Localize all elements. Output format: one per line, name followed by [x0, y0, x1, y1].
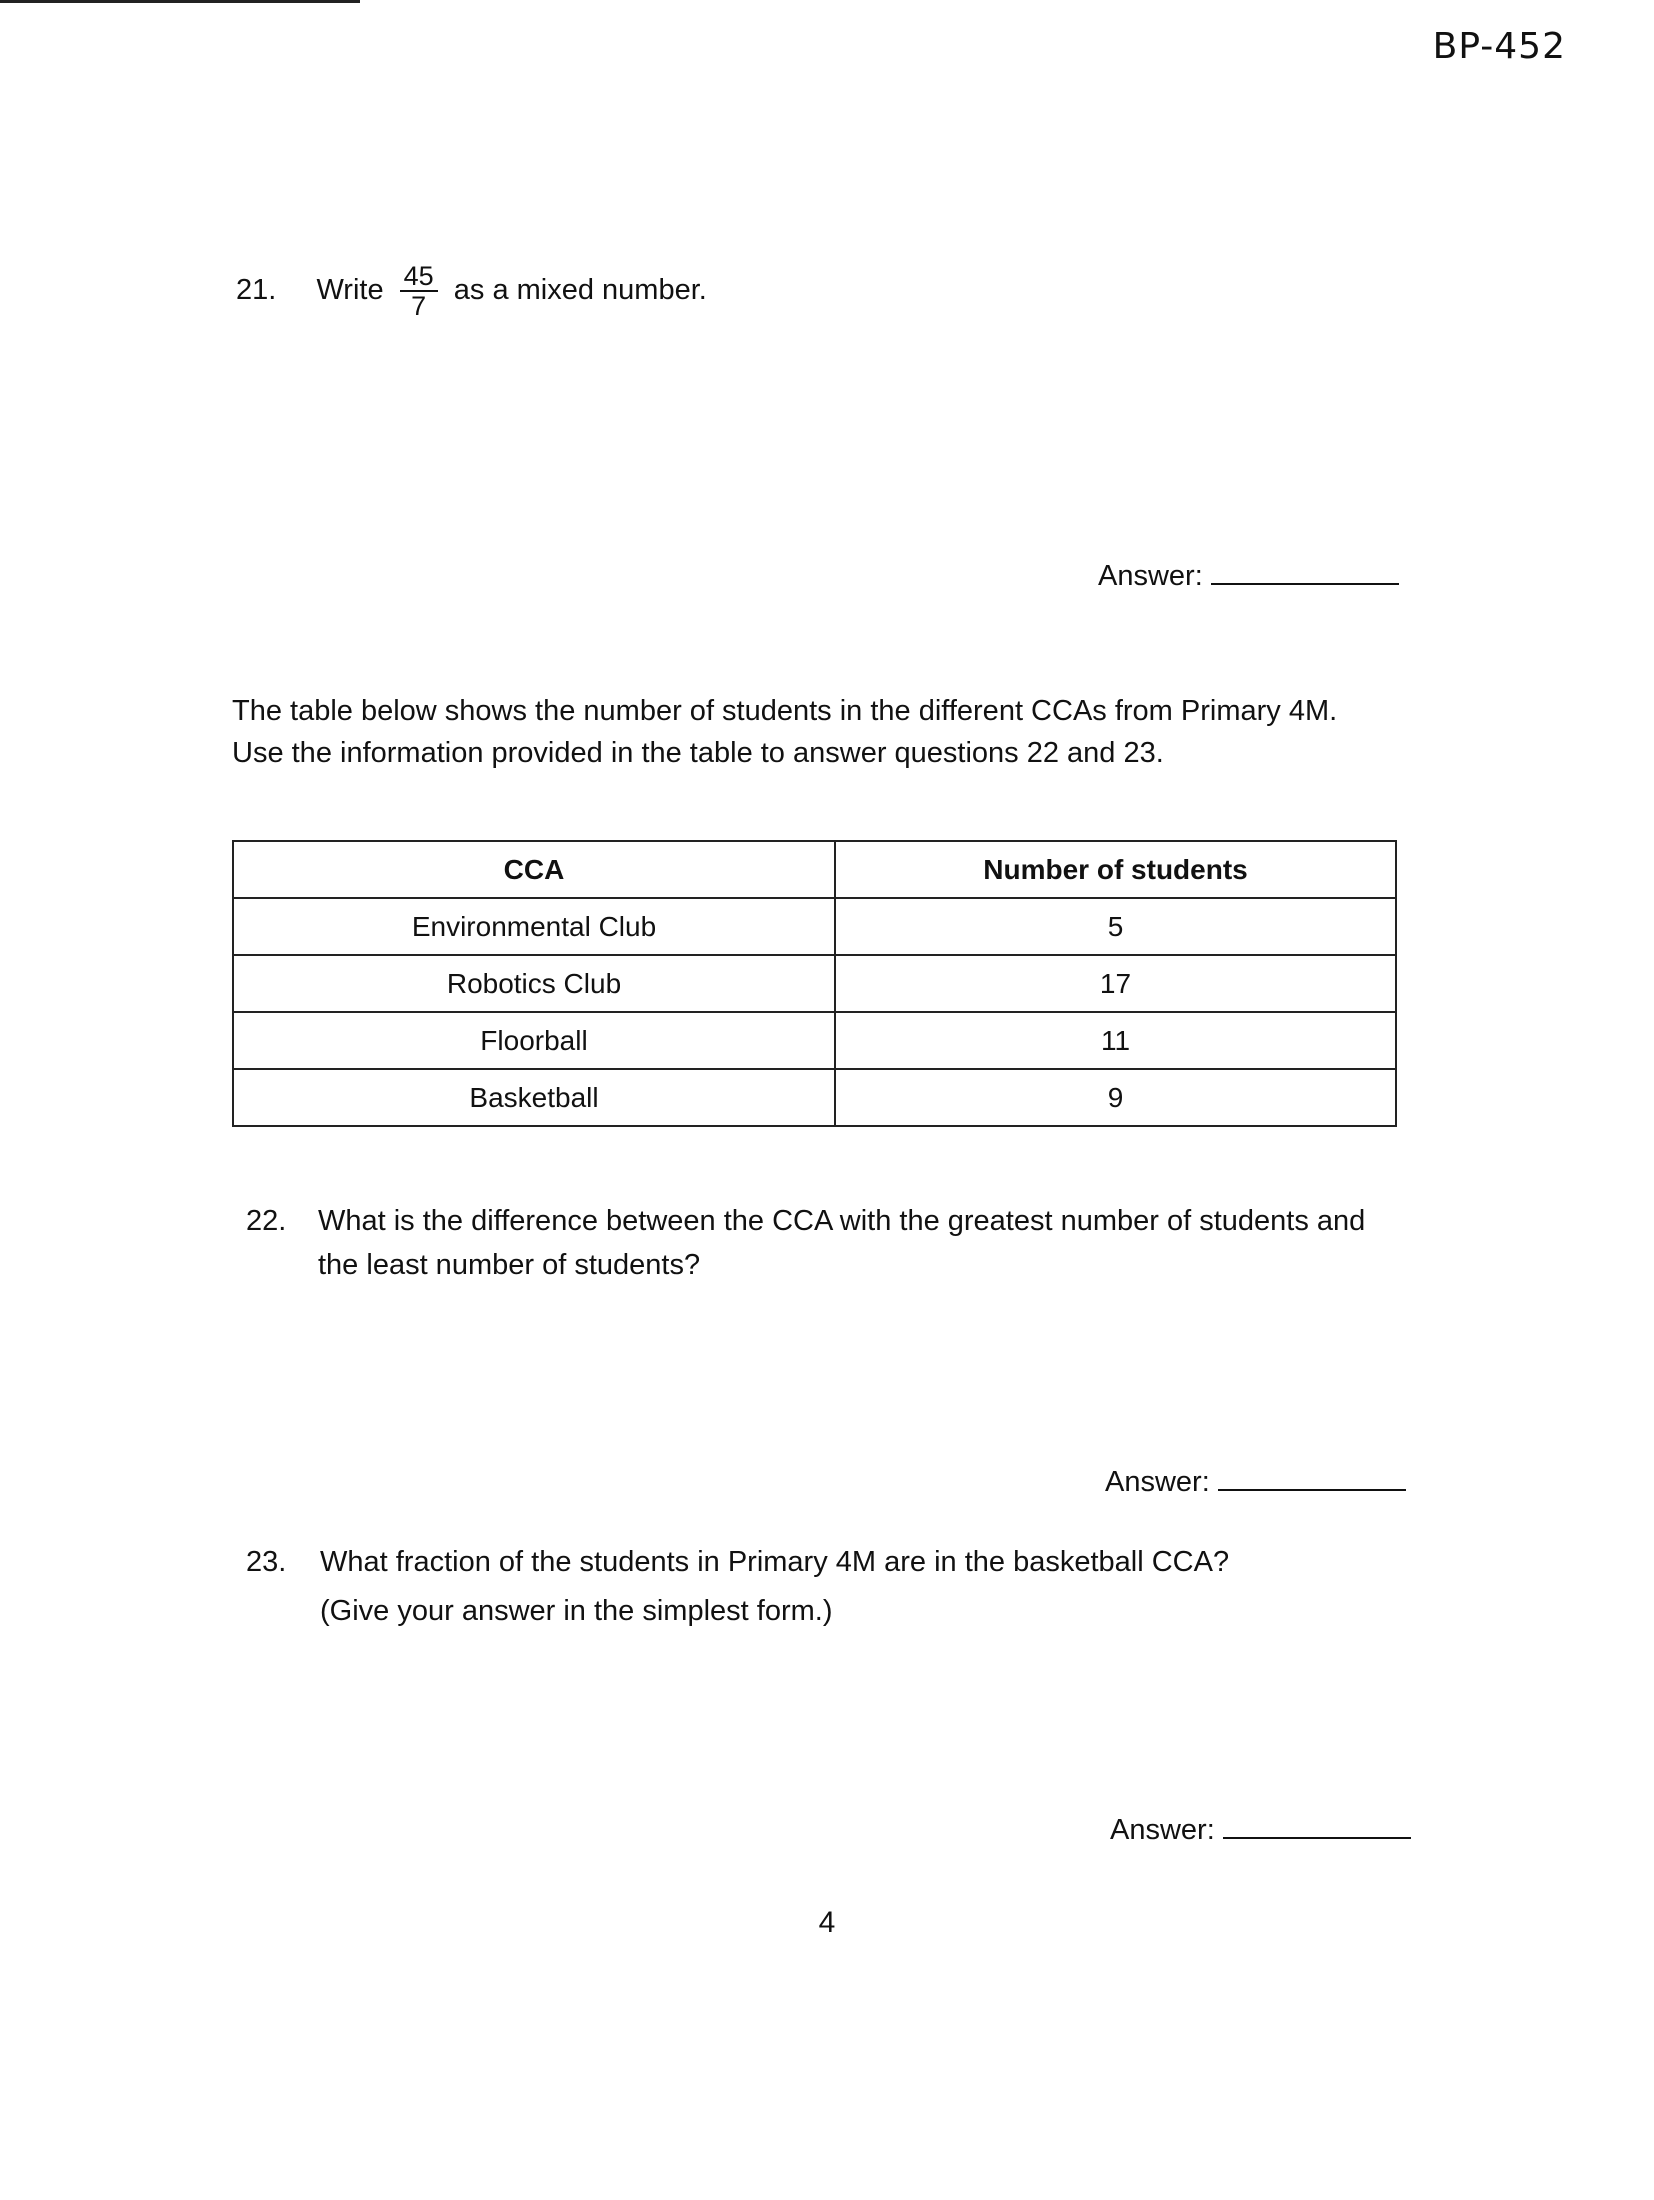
- intro-line-1: The table below shows the number of students in the different CCAs from Primary 4M.: [232, 695, 1338, 727]
- table-header-cell: Number of students: [835, 841, 1396, 898]
- table-row: [233, 1069, 1396, 1126]
- question-number: 23.: [246, 1546, 287, 1578]
- answer-22: [1105, 1466, 1406, 1499]
- question-number: 21.: [236, 274, 277, 306]
- table-cell: 17: [835, 955, 1396, 1012]
- question-line-1: What is the difference between the CCA with the greatest number of students and: [318, 1205, 1366, 1237]
- fraction-numerator: 45: [400, 262, 438, 292]
- question-text-prefix: Write: [316, 274, 384, 306]
- fraction: [400, 262, 438, 321]
- question-line-2: the least number of students?: [318, 1248, 701, 1281]
- table-header-row: [233, 841, 1396, 898]
- answer-blank[interactable]: [1223, 1815, 1411, 1839]
- question-line-1: What fraction of the students in Primary 4M are in the basketball CCA?: [320, 1546, 1230, 1578]
- paper-code: BP-452: [1432, 26, 1566, 67]
- question-23: [246, 1538, 1229, 1637]
- answer-blank[interactable]: [1218, 1467, 1406, 1491]
- table-row: [233, 898, 1396, 955]
- table-cell: 9: [835, 1069, 1396, 1126]
- table-cell: 11: [835, 1012, 1396, 1069]
- answer-label: Answer:: [1105, 1466, 1210, 1498]
- answer-blank[interactable]: [1211, 561, 1399, 585]
- table-header-cell: CCA: [233, 841, 835, 898]
- question-22: [246, 1200, 1365, 1287]
- table-cell: Floorball: [233, 1012, 835, 1069]
- question-number: 22.: [246, 1205, 287, 1237]
- question-21: [236, 262, 707, 321]
- top-edge-line: [0, 0, 360, 3]
- table-cell: Robotics Club: [233, 955, 835, 1012]
- table-intro: [232, 690, 1432, 774]
- table-cell: 5: [835, 898, 1396, 955]
- page-number: 4: [818, 1906, 836, 1939]
- answer-21: [1098, 560, 1399, 593]
- table-row: [233, 955, 1396, 1012]
- question-line-2: (Give your answer in the simplest form.): [320, 1595, 833, 1628]
- answer-23: [1110, 1814, 1411, 1847]
- intro-line-2: Use the information provided in the table to answer questions 22 and 23.: [232, 737, 1164, 770]
- table-cell: Basketball: [233, 1069, 835, 1126]
- fraction-denominator: 7: [411, 291, 427, 322]
- question-text-suffix: as a mixed number.: [453, 274, 707, 306]
- table-cell: Environmental Club: [233, 898, 835, 955]
- answer-label: Answer:: [1098, 560, 1203, 592]
- cca-table: [232, 840, 1397, 1127]
- answer-label: Answer:: [1110, 1814, 1215, 1846]
- table-row: [233, 1012, 1396, 1069]
